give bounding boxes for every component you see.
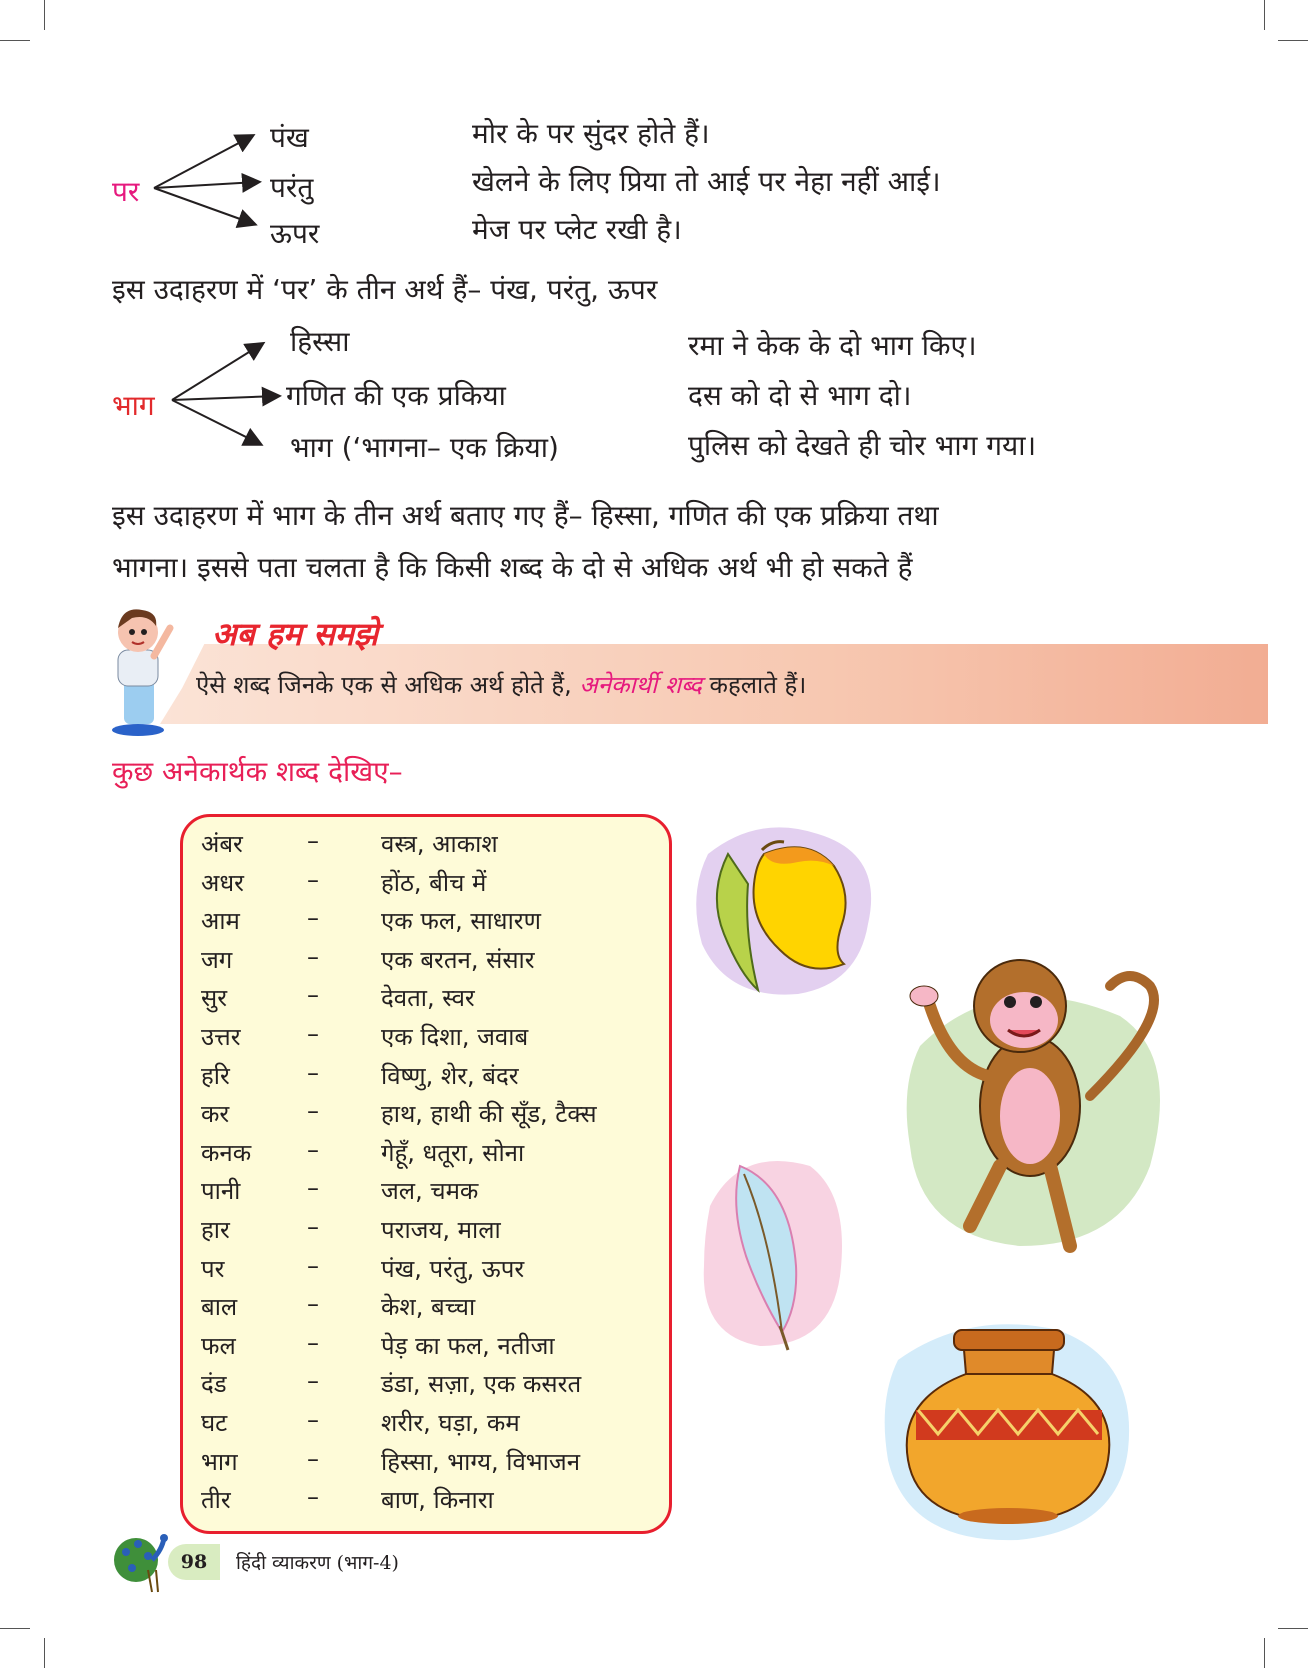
word-meaning: शरीर, घड़ा, कम [381, 1409, 520, 1437]
word-meaning: हिस्सा, भाग्य, विभाजन [381, 1447, 581, 1476]
peacock-icon [112, 1530, 172, 1596]
note-text-before: ऐसे शब्द जिनके एक से अधिक अर्थ होते हैं, [196, 671, 572, 699]
word: जग [201, 945, 233, 974]
word: तीर [201, 1486, 231, 1515]
example-sentence: रमा ने केक के दो भाग किए। [688, 329, 977, 362]
word: हार [201, 1216, 230, 1244]
word: घट [201, 1409, 228, 1437]
note-keyword: अनेकार्थी शब्द [579, 671, 702, 699]
crop-mark [44, 1638, 45, 1668]
dash: – [307, 1406, 319, 1434]
dash: – [307, 1135, 319, 1164]
meaning-label: पंख [270, 121, 309, 154]
word: बाल [201, 1293, 238, 1322]
word-meaning: एक दिशा, जवाब [381, 1023, 529, 1051]
word-row [183, 1059, 669, 1097]
dash: – [307, 1097, 319, 1126]
word: भाग [201, 1447, 238, 1476]
word-row [183, 1406, 669, 1444]
dash: – [307, 981, 319, 1010]
word-meaning: हाथ, हाथी की सूँड, टैक्स [381, 1100, 597, 1129]
word-meaning: गेहूँ, धतूरा, सोना [381, 1138, 525, 1167]
word-meaning: विष्णु, शेर, बंदर [381, 1061, 519, 1090]
summary-text: भागना। इससे पता चलता है कि किसी शब्द के दो से अधिक अर्थ भी हो सकते हैं [112, 551, 913, 584]
word-row [183, 981, 669, 1019]
word-row [183, 1213, 669, 1251]
example-sentence: खेलने के लिए प्रिया तो आई पर नेहा नहीं आई। [472, 165, 941, 198]
word-meaning: डंडा, सज़ा, एक कसरत [381, 1370, 582, 1399]
dash: – [307, 1058, 319, 1087]
dash: – [307, 1174, 319, 1203]
word-row [183, 1367, 669, 1405]
word-row [183, 1483, 669, 1521]
word-row [183, 1329, 669, 1367]
boy-pointing-icon [104, 598, 178, 738]
root-word-bhag: भाग [112, 389, 155, 422]
word: उत्तर [201, 1023, 241, 1051]
word-meaning: होंठ, बीच में [381, 868, 487, 897]
note-heading: अब हम समझे [212, 615, 379, 653]
crop-mark [0, 1628, 30, 1629]
note-text-after: कहलाते हैं। [709, 671, 807, 699]
book-title: हिंदी व्याकरण (भाग-4) [236, 1552, 399, 1574]
word-meaning: एक बरतन, संसार [381, 945, 535, 974]
meaning-label: हिस्सा [290, 325, 350, 358]
word: सुर [201, 984, 228, 1013]
word-row [183, 1020, 669, 1058]
monkey-illustration [880, 946, 1180, 1266]
word: अधर [201, 868, 244, 897]
summary-text: इस उदाहरण में ‘पर’ के तीन अर्थ हैं– पंख, परंतु, ऊपर [112, 273, 658, 306]
mango-illustration [688, 814, 884, 1004]
note-text [196, 668, 806, 701]
dash: – [307, 1367, 319, 1396]
word-meaning: वस्त्र, आकाश [381, 830, 498, 858]
word-row [183, 943, 669, 981]
meaning-label: भाग (‘भागना– एक क्रिया) [290, 431, 559, 464]
feather-illustration [700, 1146, 850, 1356]
dash: – [307, 1213, 319, 1241]
word-list-box [180, 814, 672, 1534]
word-row [183, 1136, 669, 1174]
word-row [183, 1174, 669, 1212]
word-meaning: केश, बच्चा [381, 1293, 476, 1322]
word-row [183, 1290, 669, 1328]
word-row [183, 1445, 669, 1483]
word-row [183, 904, 669, 942]
example-sentence: दस को दो से भाग दो। [688, 379, 912, 412]
summary-text: इस उदाहरण में भाग के तीन अर्थ बताए गए हैं– हिस्सा, गणित की एक प्रक्रिया तथा [112, 499, 939, 532]
example-sentence: मेज पर प्लेट रखी है। [472, 213, 682, 246]
word-row [183, 1252, 669, 1290]
list-heading: कुछ अनेकार्थक शब्द देखिए– [112, 755, 403, 788]
word-row [183, 1097, 669, 1135]
word-meaning: जल, चमक [381, 1177, 479, 1206]
crop-mark [1278, 1628, 1308, 1629]
page-number: 98 [168, 1544, 220, 1580]
dash: – [307, 1444, 319, 1473]
dash: – [307, 942, 319, 971]
dash: – [307, 1251, 319, 1280]
word-meaning: पंख, परंतु, ऊपर [381, 1254, 525, 1283]
branch-arrows-bhag [0, 0, 1308, 470]
dash: – [307, 904, 319, 933]
dash: – [307, 1483, 319, 1512]
pot-illustration [878, 1310, 1138, 1546]
example-sentence: पुलिस को देखते ही चोर भाग गया। [688, 429, 1037, 462]
word: पर [201, 1254, 225, 1283]
dash: – [307, 1328, 319, 1357]
word-meaning: पराजय, माला [381, 1216, 501, 1244]
word: फल [201, 1331, 236, 1360]
dash: – [307, 1290, 319, 1319]
word-meaning: एक फल, साधारण [381, 907, 541, 936]
word-meaning: देवता, स्वर [381, 984, 475, 1013]
word-row [183, 866, 669, 904]
word: दंड [201, 1370, 227, 1399]
meaning-label: गणित की एक प्रकिया [286, 379, 506, 412]
crop-mark [1264, 1638, 1265, 1668]
dash: – [307, 827, 319, 855]
word: हरि [201, 1061, 230, 1090]
word-row [183, 827, 669, 865]
word-meaning: पेड़ का फल, नतीजा [381, 1331, 555, 1360]
root-word-par: पर [112, 175, 140, 208]
word-meaning: बाण, किनारा [381, 1486, 494, 1515]
dash: – [307, 1020, 319, 1048]
meaning-label: परंतु [270, 171, 314, 204]
word: आम [201, 907, 240, 936]
word: कर [201, 1100, 230, 1129]
example-sentence: मोर के पर सुंदर होते हैं। [472, 117, 710, 150]
word: कनक [201, 1138, 252, 1167]
word: अंबर [201, 830, 243, 858]
dash: – [307, 865, 319, 894]
meaning-label: ऊपर [270, 217, 320, 250]
word: पानी [201, 1177, 241, 1206]
